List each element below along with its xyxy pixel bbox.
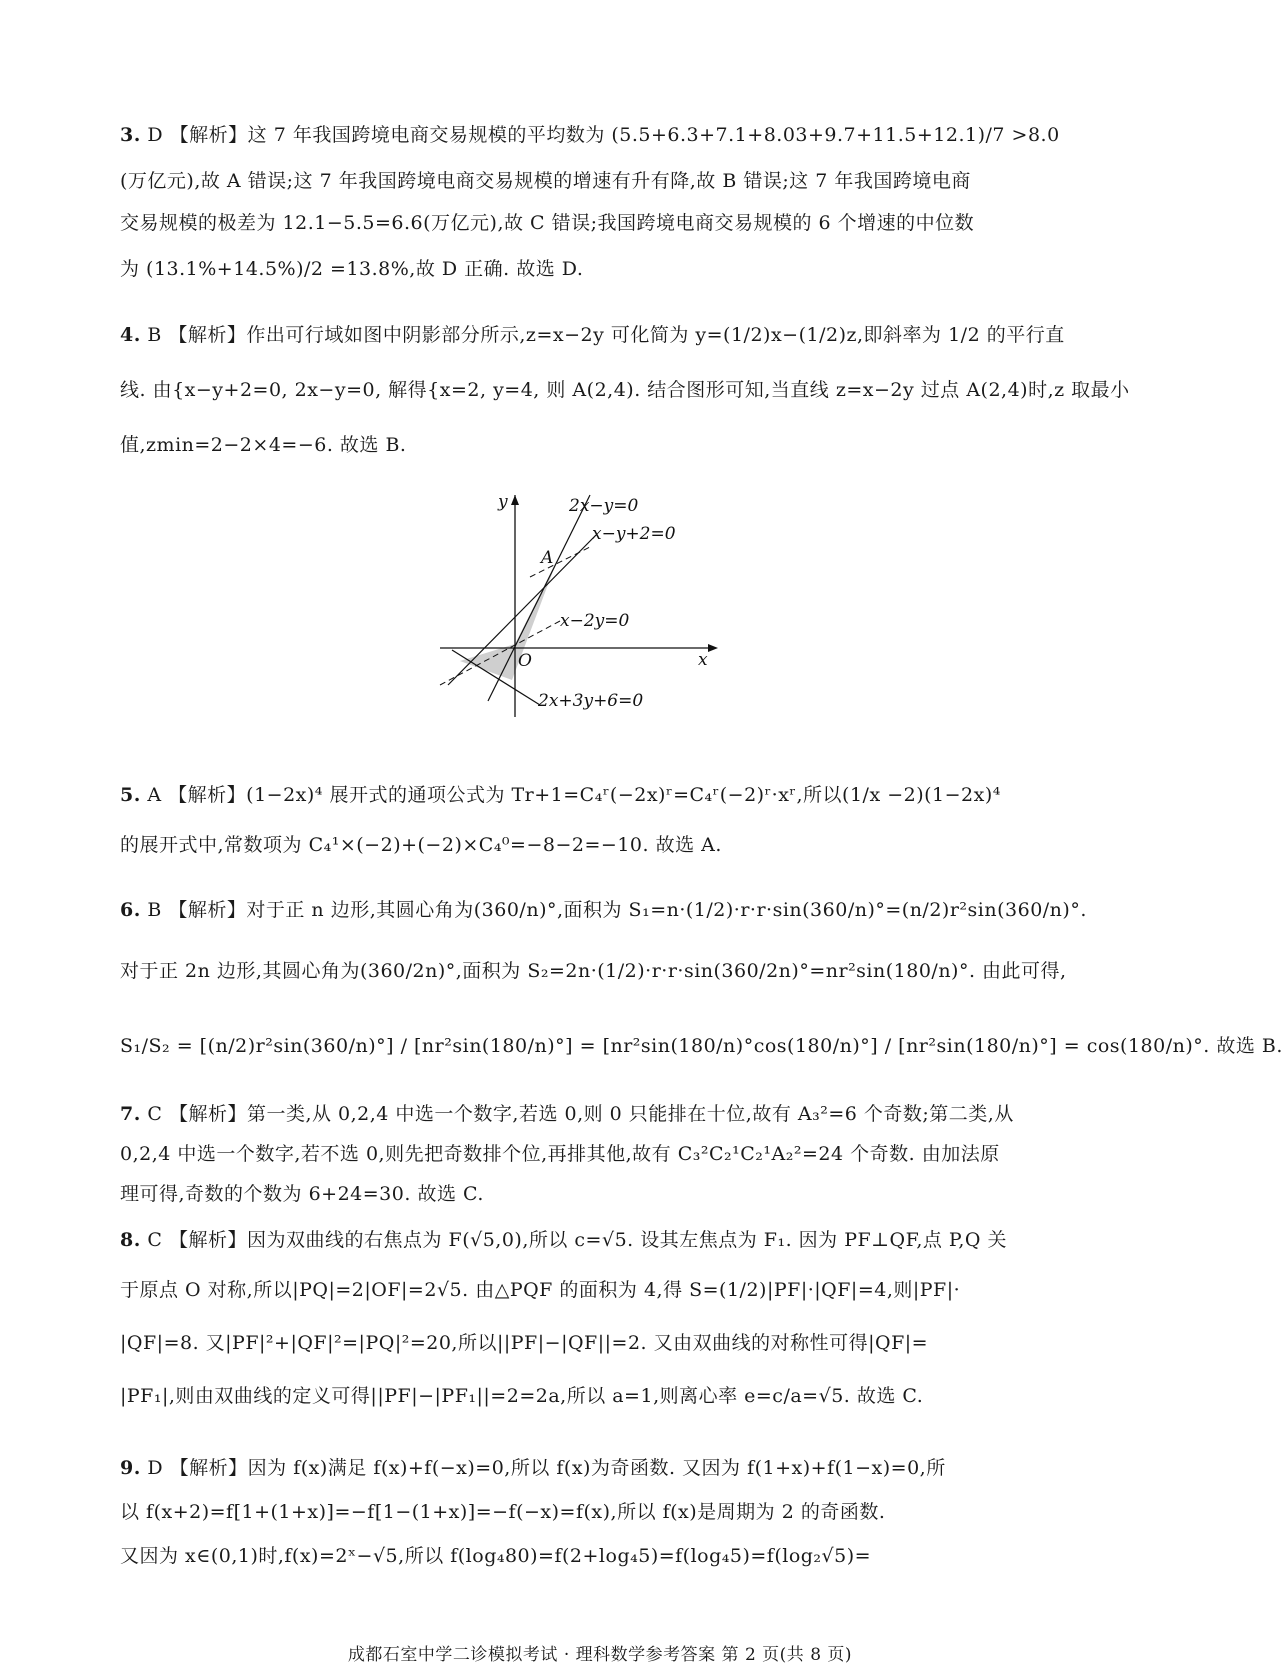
question-number: 3. <box>120 124 141 146</box>
line-label-2x-y: 2x−y=0 <box>569 496 639 516</box>
origin-label: O <box>518 651 532 671</box>
point-a-label: A <box>541 548 554 568</box>
question-number: 4. <box>120 324 141 346</box>
solution-line: 的展开式中,常数项为 C₄¹×(−2)+(−2)×C₄⁰=−8−2=−10. 故选 A. <box>120 834 722 856</box>
y-axis-arrow <box>511 495 519 505</box>
x-axis-label: x <box>698 650 708 670</box>
question-5-solution <box>120 770 1080 870</box>
line-through-a-dashed <box>530 547 590 577</box>
coordinate-plot <box>440 492 760 757</box>
question-3-solution <box>120 110 1080 294</box>
solution-line: 为 (13.1%+14.5%)/2 =13.8%,故 D 正确. 故选 D. <box>120 258 584 280</box>
solution-line: 交易规模的极差为 12.1−5.5=6.6(万亿元),故 C 错误;我国跨境电商交易规模的 6 个增速的中位数 <box>120 212 975 234</box>
line-label-x-2y: x−2y=0 <box>560 611 630 631</box>
solution-line: 又因为 x∈(0,1)时,f(x)=2ˣ−√5,所以 f(log₄80)=f(2+log₄5)=f(log₄5)=f(log₂√5)= <box>120 1545 872 1567</box>
solution-line: 于原点 O 对称,所以|PQ|=2|OF|=2√5. 由△PQF 的面积为 4,得 S=(1/2)|PF|·|QF|=4,则|PF|· <box>120 1279 961 1301</box>
solution-line: B 【解析】作出可行域如图中阴影部分所示,z=x−2y 可化简为 y=(1/2)x−(1/2)z,即斜率为 1/2 的平行直 <box>147 324 1065 346</box>
solution-line: 线. 由{x−y+2=0, 2x−y=0, 解得{x=2, y=4, 则 A(2,4). 结合图形可知,当直线 z=x−2y 过点 A(2,4)时,z 取最小 <box>120 379 1130 401</box>
solution-line: 以 f(x+2)=f[1+(1+x)]=−f[1−(1+x)]=−f(−x)=f(x),所以 f(x)是周期为 2 的奇函数. <box>120 1501 886 1523</box>
y-axis-label: y <box>498 492 508 512</box>
question-number: 6. <box>120 899 141 921</box>
solution-line: 对于正 2n 边形,其圆心角为(360/2n)°,面积为 S₂=2n·(1/2)·r·r·sin(360/2n)°=nr²sin(180/n)°. 由此可得, <box>120 960 1067 982</box>
question-9-solution <box>120 1446 1080 1578</box>
line-2x-minus-y <box>488 495 590 701</box>
solution-line: D 【解析】这 7 年我国跨境电商交易规模的平均数为 (5.5+6.3+7.1+8.03+9.7+11.5+12.1)/7 >8.0 <box>147 124 1060 146</box>
question-6-solution <box>120 880 1283 1090</box>
line-label-x-y-2: x−y+2=0 <box>592 524 676 544</box>
solution-line: C 【解析】第一类,从 0,2,4 中选一个数字,若选 0,则 0 只能排在十位,故有 A₃²=6 个奇数;第二类,从 <box>147 1103 1014 1125</box>
solution-line: C 【解析】因为双曲线的右焦点为 F(√5,0),所以 c=√5. 设其左焦点为 F₁. 因为 PF⊥QF,点 P,Q 关 <box>147 1229 1008 1251</box>
question-8-solution <box>120 1218 1080 1424</box>
solution-line: A 【解析】(1−2x)⁴ 展开式的通项公式为 Tr+1=C₄ʳ(−2x)ʳ=C₄ʳ(−2)ʳ·xʳ,所以(1/x −2)(1−2x)⁴ <box>147 784 1001 806</box>
shaded-feasible-region <box>460 558 558 680</box>
feasible-region-figure <box>440 492 760 757</box>
question-4-solution <box>120 310 1130 470</box>
solution-line: 0,2,4 中选一个数字,若不选 0,则先把奇数排个位,再排其他,故有 C₃²C₂¹C₂¹A₂²=24 个奇数. 由加法原 <box>120 1143 1000 1165</box>
solution-line: |QF|=8. 又|PF|²+|QF|²=|PQ|²=20,所以||PF|−|QF||=2. 又由双曲线的对称性可得|QF|= <box>120 1332 929 1354</box>
x-axis-arrow <box>708 644 718 652</box>
question-7-solution <box>120 1094 1080 1214</box>
solution-line: 值,zmin=2−2×4=−6. 故选 B. <box>120 434 407 456</box>
page-footer: 成都石室中学二诊模拟考试 · 理科数学参考答案 第 2 页(共 8 页) <box>347 1645 853 1665</box>
question-number: 8. <box>120 1229 141 1251</box>
question-number: 9. <box>120 1457 141 1479</box>
solution-line: (万亿元),故 A 错误;这 7 年我国跨境电商交易规模的增速有升有降,故 B 错误;这 7 年我国跨境电商 <box>120 170 971 192</box>
line-label-2x-3y-6: 2x+3y+6=0 <box>538 691 644 711</box>
question-number: 7. <box>120 1103 141 1125</box>
solution-line: 理可得,奇数的个数为 6+24=30. 故选 C. <box>120 1183 484 1205</box>
solution-line: B 【解析】对于正 n 边形,其圆心角为(360/n)°,面积为 S₁=n·(1/2)·r·r·sin(360/n)°=(n/2)r²sin(360/n)°. <box>147 899 1087 921</box>
solution-line: |PF₁|,则由双曲线的定义可得||PF|−|PF₁||=2=2a,所以 a=1,则离心率 e=c/a=√5. 故选 C. <box>120 1385 924 1407</box>
solution-line: S₁/S₂ = [(n/2)r²sin(360/n)°] / [nr²sin(180/n)°] = [nr²sin(180/n)°cos(180/n)°] / [nr²sin(180/n)°] = cos(180/n)°. 故选 B. <box>120 1035 1283 1057</box>
solution-line: D 【解析】因为 f(x)满足 f(x)+f(−x)=0,所以 f(x)为奇函数. 又因为 f(1+x)+f(1−x)=0,所 <box>147 1457 946 1479</box>
question-number: 5. <box>120 784 141 806</box>
